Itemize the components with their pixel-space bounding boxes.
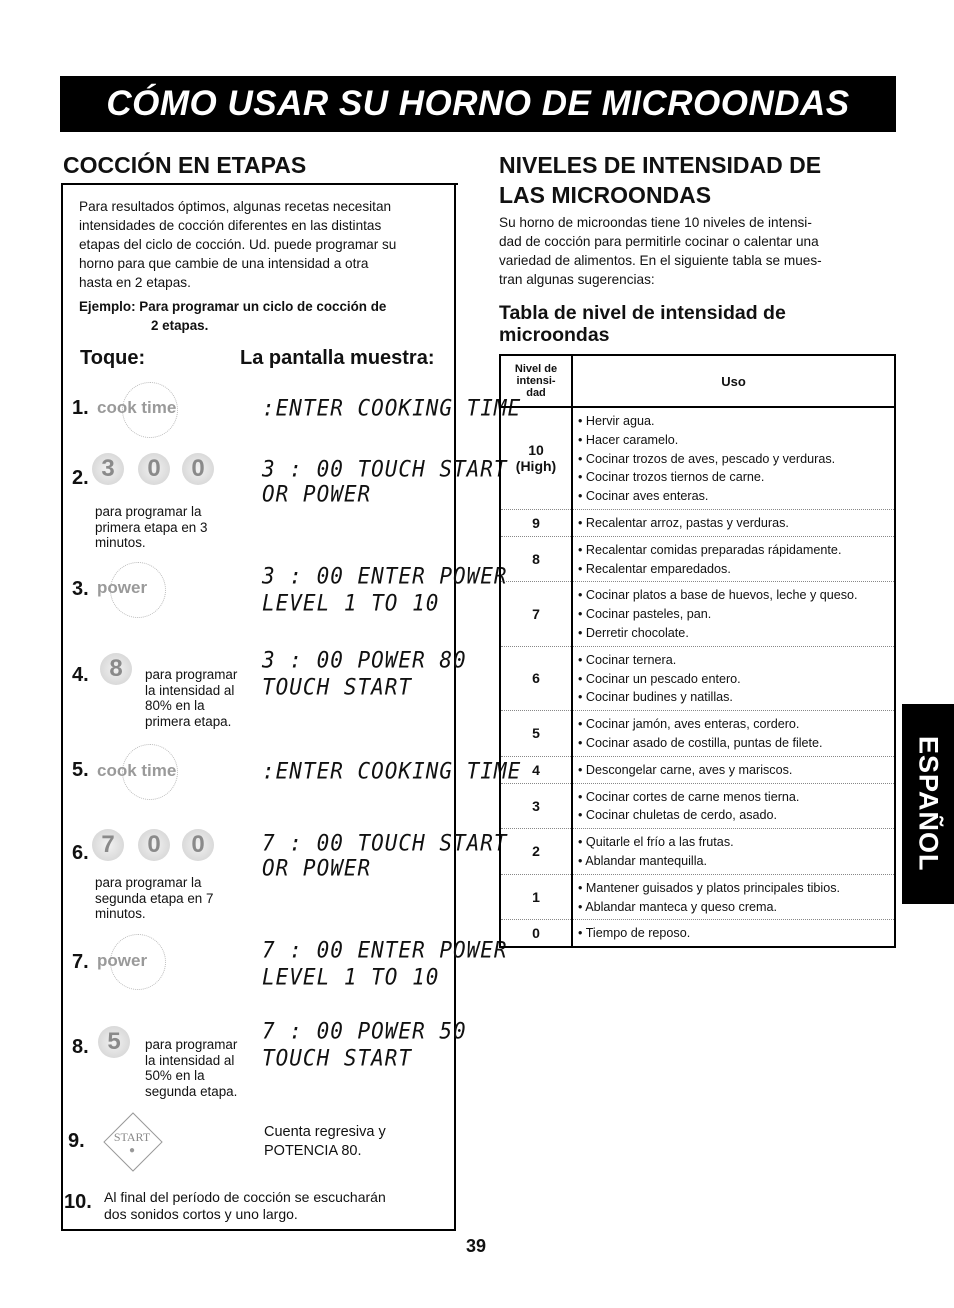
note-line: segunda etapa en 7 <box>95 890 214 906</box>
desc-line: Cuenta regresiva y <box>264 1124 386 1140</box>
bullet-icon: • <box>578 835 586 850</box>
banner-title: CÓMO USAR SU HORNO DE MICROONDAS <box>106 84 850 123</box>
step-number: 1. <box>72 397 89 419</box>
use-text: Mantener guisados y platos principales tibios. <box>585 880 841 895</box>
use-item <box>578 715 894 734</box>
bullet-icon: • <box>578 561 586 576</box>
intro-line: horno para que cambie de una intensidad a otra <box>79 256 369 271</box>
note-line: la intensidad al <box>145 1052 235 1068</box>
level-cell <box>500 920 572 947</box>
level-value: 4 <box>532 761 540 778</box>
table-row <box>500 756 895 783</box>
level-cell <box>500 756 572 783</box>
power-key[interactable]: power <box>97 578 148 597</box>
use-item <box>578 605 894 624</box>
display-readout: OR POWER <box>262 855 372 881</box>
bullet-icon: • <box>578 432 586 447</box>
note-line: para programar la <box>95 504 202 519</box>
header-level <box>500 355 572 407</box>
intro-line: dad de cocción para permitirle cocinar o calentar una <box>499 234 819 249</box>
use-item <box>578 624 894 643</box>
step-note <box>95 875 213 922</box>
use-item <box>578 788 894 807</box>
use-item <box>578 761 894 780</box>
use-text: Cocinar trozos tiernos de carne. <box>585 470 765 485</box>
bullet-icon: • <box>578 414 586 428</box>
level-cell <box>500 509 572 536</box>
use-text: Ablandar mantequilla. <box>585 853 708 868</box>
level-value: 9 <box>532 514 540 531</box>
niveles-intro <box>499 213 894 289</box>
digit-key-8[interactable]: 8 <box>100 653 132 685</box>
step-number: 10. <box>64 1191 92 1213</box>
step-number: 9. <box>68 1130 85 1152</box>
level-value: 3 <box>532 797 540 814</box>
bullet-icon: • <box>578 808 586 823</box>
digit-key-0[interactable]: 0 <box>182 453 214 485</box>
bullet-icon: • <box>578 899 586 914</box>
step-number: 5. <box>72 759 89 781</box>
desc-line: Al final del período de cocción se escucharán <box>104 1189 386 1205</box>
use-text: Cocinar platos a base de huevos, leche y queso. <box>585 588 858 603</box>
table-row <box>500 509 895 536</box>
use-text: Hervir agua. <box>585 414 655 428</box>
display-readout: LEVEL 1 TO 10 <box>262 964 440 990</box>
note-line: 80% en la <box>145 698 205 713</box>
bullet-icon: • <box>578 515 586 530</box>
table-row <box>500 711 895 757</box>
note-line: primera etapa. <box>145 713 232 729</box>
bullet-icon: • <box>578 926 586 941</box>
header-level-line: Nivel de <box>514 363 558 375</box>
intro-line: hasta en 2 etapas. <box>79 275 191 290</box>
use-text: Cocinar budines y natillas. <box>585 690 733 705</box>
use-item <box>578 833 894 852</box>
use-item <box>578 514 894 533</box>
display-readout: 3 : 00 TOUCH START <box>262 456 508 482</box>
level-value: (High) <box>515 458 557 475</box>
use-item <box>578 468 894 487</box>
use-text: Recalentar emparedados. <box>585 561 731 576</box>
uses-cell <box>572 783 895 829</box>
use-item <box>578 541 894 560</box>
note-line: la intensidad al <box>145 682 235 698</box>
display-readout: 7 : 00 ENTER POWER <box>262 937 508 963</box>
example-line: 2 etapas. <box>151 318 209 333</box>
use-item <box>578 688 894 707</box>
note-line: minutos. <box>95 906 146 921</box>
table-row <box>500 582 895 646</box>
display-readout: 7 : 00 POWER 50 <box>262 1018 467 1044</box>
display-readout: 7 : 00 TOUCH START <box>262 830 508 856</box>
column-header-touch: Toque: <box>80 347 146 369</box>
bullet-icon: • <box>578 470 586 485</box>
intro-line: tran algunas sugerencias: <box>499 272 655 287</box>
bullet-icon: • <box>578 542 586 557</box>
note-line: para programar <box>145 667 238 682</box>
step-note <box>145 667 237 729</box>
level-cell <box>500 711 572 757</box>
display-readout: TOUCH START <box>262 674 413 700</box>
display-readout: :ENTER COOKING TIME <box>262 395 522 421</box>
display-readout: LEVEL 1 TO 10 <box>262 590 440 616</box>
note-line: primera etapa en 3 <box>95 519 208 535</box>
use-item <box>578 806 894 825</box>
lock-icon: ● <box>128 1145 136 1156</box>
use-text: Quitarle el frío a las frutas. <box>585 835 734 850</box>
display-readout: 3 : 00 POWER 80 <box>262 647 467 673</box>
digit-key-0[interactable]: 0 <box>138 453 170 485</box>
table-row <box>500 407 895 509</box>
example-text <box>79 297 454 335</box>
level-value: 8 <box>532 551 540 568</box>
level-value: 6 <box>532 670 540 687</box>
table-row <box>500 646 895 710</box>
use-text: Cocinar asado de costilla, puntas de filete. <box>585 735 823 750</box>
use-text: Cocinar un pescado entero. <box>585 671 741 686</box>
digit-key-3[interactable]: 3 <box>92 453 124 485</box>
note-line: para programar <box>145 1037 238 1052</box>
note-line: para programar la <box>95 875 202 890</box>
digit-key-0[interactable]: 0 <box>138 829 170 861</box>
bullet-icon: • <box>578 762 586 777</box>
header-level-line: intensi- <box>516 375 556 387</box>
side-tab-label: ESPAÑOL <box>913 736 944 872</box>
use-text: Hacer caramelo. <box>585 432 679 447</box>
use-text: Cocinar chuletas de cerdo, asado. <box>585 808 778 823</box>
level-cell <box>500 829 572 875</box>
header-level-line: dad <box>526 387 546 399</box>
use-text: Cocinar pasteles, pan. <box>585 607 712 622</box>
uses-cell <box>572 509 895 536</box>
step-note <box>95 504 207 551</box>
section-title-niveles <box>499 150 821 210</box>
bullet-icon: • <box>578 625 586 640</box>
level-cell <box>500 582 572 646</box>
table-row <box>500 920 895 947</box>
table-subtitle <box>499 302 786 346</box>
level-value: 7 <box>532 606 540 623</box>
level-value: 0 <box>532 925 540 942</box>
table-row <box>500 829 895 875</box>
page-banner <box>60 76 896 132</box>
level-value: 10 <box>528 442 544 459</box>
intro-line: etapas del ciclo de cocción. Ud. puede programar su <box>79 237 397 252</box>
bullet-icon: • <box>578 690 586 705</box>
coccion-box <box>61 184 456 1231</box>
digit-key-0[interactable]: 0 <box>182 829 214 861</box>
use-item <box>578 431 894 450</box>
language-side-tab <box>902 704 954 904</box>
coccion-intro <box>79 197 457 292</box>
note-line: segunda etapa. <box>145 1083 238 1099</box>
use-item <box>578 560 894 579</box>
note-line: minutos. <box>95 535 146 550</box>
start-label: START <box>113 1130 151 1144</box>
step-number: 4. <box>72 664 89 686</box>
step-description <box>264 1123 386 1161</box>
use-text: Cocinar jamón, aves enteras, cordero. <box>585 717 800 732</box>
note-line: 50% en la <box>145 1068 205 1083</box>
example-line: Ejemplo: Para programar un ciclo de cocción de <box>79 299 387 314</box>
display-readout: OR POWER <box>262 481 372 507</box>
intro-line: variedad de alimentos. En el siguiente tabla se mues- <box>499 253 822 268</box>
use-text: Descongelar carne, aves y mariscos. <box>585 762 793 777</box>
uses-cell <box>572 711 895 757</box>
uses-cell <box>572 582 895 646</box>
use-item <box>578 586 894 605</box>
uses-cell <box>572 646 895 710</box>
title-line: LAS MICROONDAS <box>499 182 712 208</box>
table-row <box>500 874 895 920</box>
cook-time-key[interactable]: cook time <box>97 398 177 417</box>
use-text: Derretir chocolate. <box>585 625 689 640</box>
level-value: 1 <box>532 889 540 906</box>
intro-line: intensidades de cocción diferentes en las distintas <box>79 218 382 233</box>
uses-cell <box>572 407 895 509</box>
subtitle-line: microondas <box>499 324 610 346</box>
use-item <box>578 879 894 898</box>
bullet-icon: • <box>578 652 586 667</box>
use-item <box>578 450 894 469</box>
use-item <box>578 852 894 871</box>
use-item <box>578 487 894 506</box>
level-value: 2 <box>532 843 540 860</box>
cook-time-key[interactable]: cook time <box>97 761 177 780</box>
level-cell <box>500 646 572 710</box>
use-text: Cocinar ternera. <box>585 652 677 667</box>
display-readout: 3 : 00 ENTER POWER <box>262 563 508 589</box>
uses-cell <box>572 756 895 783</box>
level-cell <box>500 783 572 829</box>
step-number: 2. <box>72 467 89 489</box>
bullet-icon: • <box>578 735 586 750</box>
table-body <box>500 407 895 947</box>
digit-key-5[interactable]: 5 <box>98 1026 130 1058</box>
subtitle-line: Tabla de nivel de intensidad de <box>499 302 786 324</box>
uses-cell <box>572 920 895 947</box>
display-readout: TOUCH START <box>262 1045 413 1071</box>
intro-line: Para resultados óptimos, algunas recetas necesitan <box>79 199 392 214</box>
use-item <box>578 670 894 689</box>
bullet-icon: • <box>578 853 586 868</box>
use-text: Ablandar manteca y queso crema. <box>585 899 778 914</box>
level-value: 5 <box>532 725 540 742</box>
header-use: Uso <box>572 355 895 407</box>
column-header-display: La pantalla muestra: <box>240 347 435 369</box>
page-number: 39 <box>466 1236 487 1256</box>
level-cell <box>500 536 572 582</box>
step-number: 7. <box>72 951 89 973</box>
table-row <box>500 783 895 829</box>
uses-cell <box>572 829 895 875</box>
use-item <box>578 412 894 431</box>
title-line: NIVELES DE INTENSIDAD DE <box>499 152 822 178</box>
bullet-icon: • <box>578 671 586 686</box>
use-text: Recalentar arroz, pastas y verduras. <box>585 515 789 530</box>
desc-line: dos sonidos cortos y uno largo. <box>104 1205 298 1222</box>
bullet-icon: • <box>578 789 586 804</box>
step-description <box>104 1189 386 1222</box>
use-item <box>578 924 894 943</box>
level-cell <box>500 407 572 509</box>
level-cell <box>500 874 572 920</box>
bullet-icon: • <box>578 717 586 732</box>
use-text: Recalentar comidas preparadas rápidamente. <box>585 542 842 557</box>
use-item <box>578 734 894 753</box>
table-header-row <box>500 355 895 407</box>
bullet-icon: • <box>578 489 586 504</box>
use-text: Tiempo de reposo. <box>585 926 691 941</box>
bullet-icon: • <box>578 880 586 895</box>
section-title-coccion: COCCIÓN EN ETAPAS <box>63 152 307 178</box>
step-note <box>145 1037 237 1099</box>
desc-line: POTENCIA 80. <box>264 1143 362 1159</box>
uses-cell <box>572 536 895 582</box>
power-key[interactable]: power <box>97 951 148 970</box>
bullet-icon: • <box>578 607 586 622</box>
step-number: 6. <box>72 842 89 864</box>
use-item <box>578 651 894 670</box>
start-button[interactable] <box>100 1115 164 1167</box>
step-number: 8. <box>72 1036 89 1058</box>
intensity-table <box>499 354 896 948</box>
table-row <box>500 536 895 582</box>
use-text: Cocinar cortes de carne menos tierna. <box>585 789 800 804</box>
uses-cell <box>572 874 895 920</box>
step-number: 3. <box>72 578 89 600</box>
digit-key-7[interactable]: 7 <box>92 829 124 861</box>
use-text: Cocinar trozos de aves, pescado y verduras. <box>585 451 836 466</box>
use-item <box>578 898 894 917</box>
display-readout: :ENTER COOKING TIME <box>262 758 522 784</box>
intro-line: Su horno de microondas tiene 10 niveles de intensi- <box>499 215 812 230</box>
bullet-icon: • <box>578 451 586 466</box>
bullet-icon: • <box>578 588 586 603</box>
use-text: Cocinar aves enteras. <box>585 489 709 504</box>
